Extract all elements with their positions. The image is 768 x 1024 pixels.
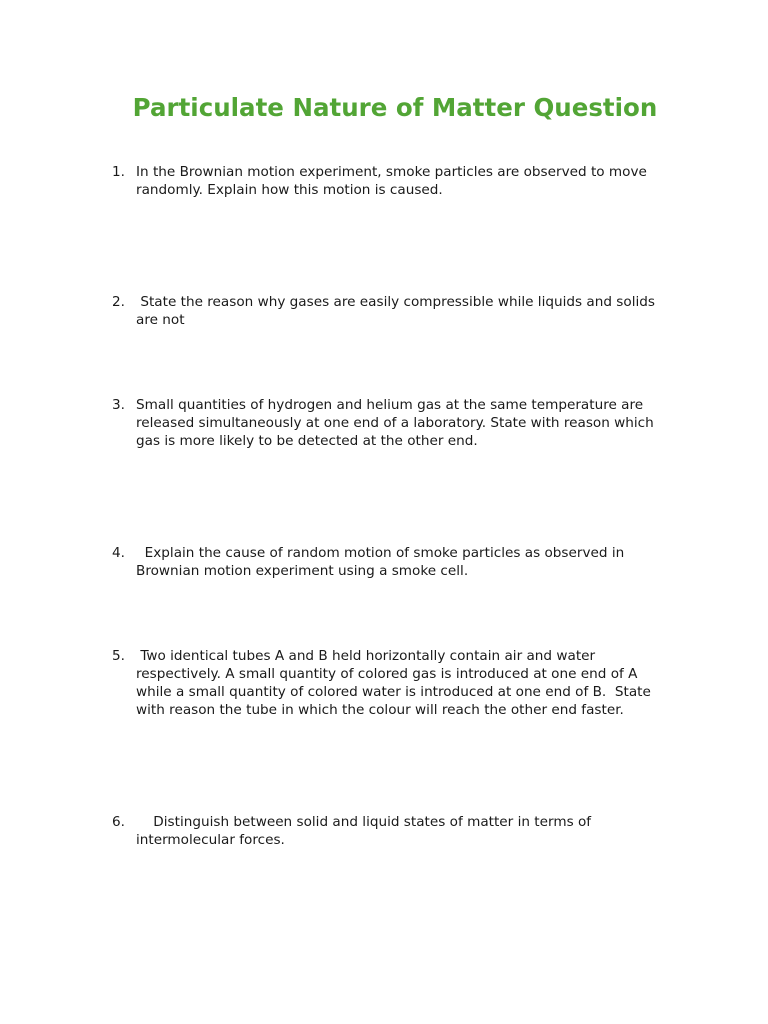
page-title: Particulate Nature of Matter Question	[132, 93, 658, 122]
question-item-1	[112, 163, 672, 199]
question-item-3	[112, 396, 672, 450]
question-text: Explain the cause of random motion of smoke particles as observed in Brownian motion experiment using a smoke cell.	[136, 545, 629, 579]
question-item-4	[112, 544, 672, 580]
question-item-5	[112, 647, 672, 719]
question-number: 5.	[112, 648, 125, 664]
question-text: Distinguish between solid and liquid states of matter in terms of intermolecular forces.	[136, 814, 596, 848]
question-text: State the reason why gases are easily compressible while liquids and solids are not	[136, 294, 660, 328]
question-text: Small quantities of hydrogen and helium gas at the same temperature are released simultaneously at one end of a laboratory. State with reason which gas is more likely to be detected at the other end.	[136, 397, 659, 449]
question-item-6	[112, 813, 672, 849]
question-text: Two identical tubes A and B held horizontally contain air and water respectively. A small quantity of colored gas is introduced at one end of A while a small quantity of colored water is introduced at one end of B. State with reason the tube in which the colour will reach the other end faster.	[136, 648, 656, 718]
question-number: 4.	[112, 545, 125, 561]
question-number: 6.	[112, 814, 125, 830]
question-number: 1.	[112, 164, 125, 180]
question-item-2	[112, 293, 672, 329]
question-number: 2.	[112, 294, 125, 310]
question-text: In the Brownian motion experiment, smoke particles are observed to move randomly. Explain how this motion is caused.	[136, 164, 652, 198]
question-number: 3.	[112, 397, 125, 413]
